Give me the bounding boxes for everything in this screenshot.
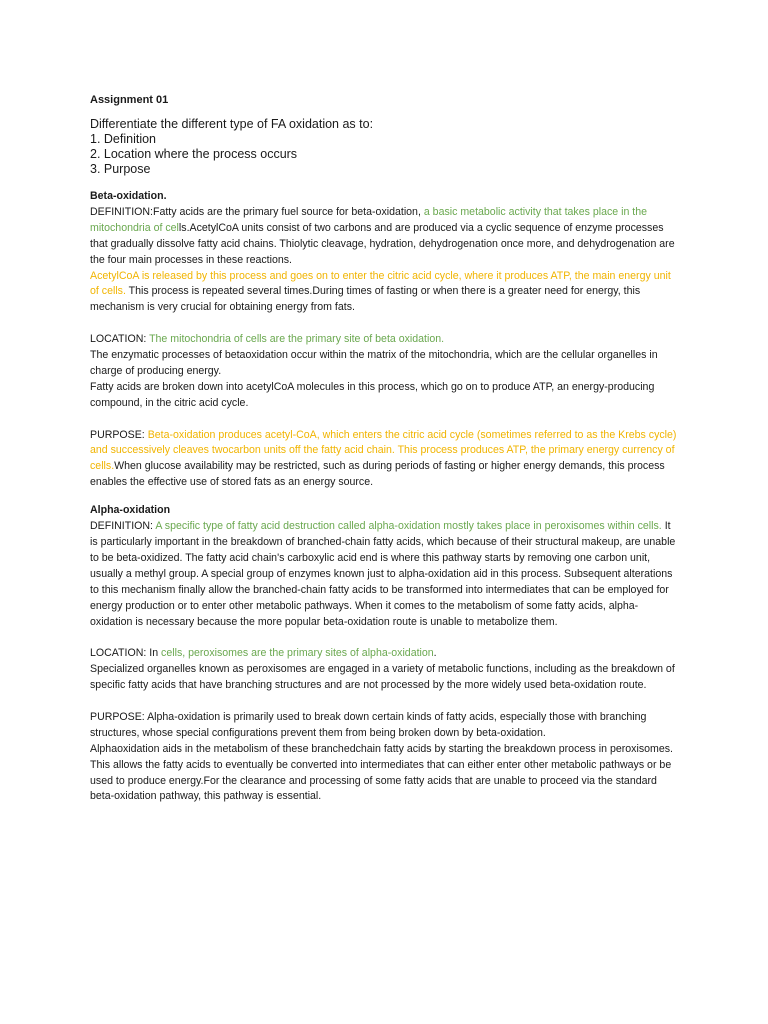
alpha-location-highlight: cells, peroxisomes are the primary sites of alpha-oxidation xyxy=(161,647,434,660)
beta-purpose-orange: Beta-oxidation produces acetyl-CoA, which enters the citric acid cycle (sometimes referred to as the Krebs cycle) and successively cleaves twocarbon units off the fatty acid chain. This process produces ATP, the primary energy currency of cells. xyxy=(90,428,677,473)
question-intro: Differentiate the different type of FA oxidation as to: xyxy=(90,117,374,131)
beta-definition-highlight: a basic metabolic activity that takes place in the mitochondria of cel xyxy=(90,205,648,234)
beta-location-label: LOCATION: xyxy=(90,333,150,346)
alpha-location xyxy=(90,646,678,662)
beta-purpose xyxy=(90,428,678,492)
alpha-definition-highlight: A specific type of fatty acid destruction called alpha-oxidation mostly takes place in peroxisomes within cells. xyxy=(155,520,662,533)
beta-definition-orange: AcetylCoA is released by this process and goes on to enter the citric acid cycle, where it produces ATP, the main energy unit of cells. xyxy=(90,269,671,298)
alpha-location-dot: . xyxy=(433,647,437,660)
question-item-3: 3. Purpose xyxy=(90,162,151,176)
alpha-purpose-p1: PURPOSE: Alpha-oxidation is primarily used to break down certain kinds of fatty acids, especially those with branching structures, whose special configurations prevent them from being broken down by beta-oxidation. xyxy=(90,710,647,739)
beta-definition xyxy=(90,205,678,269)
alpha-definition xyxy=(90,519,678,630)
alpha-location-p1: Specialized organelles known as peroxisomes are engaged in a variety of metabolic functions, including as the breakdown of specific fatty acids that have branching structures and are not processed by the more widely used beta-oxidation route. xyxy=(90,663,675,692)
alpha-definition-text: It is particularly important in the breakdown of branched-chain fatty acids, which because of their structural makeup, are unable to be beta-oxidized. The fatty acid chain's carboxylic acid end is where this pathway starts by removing one carbon unit, usually a methyl group. A special group of enzymes known just to alpha-oxidation aid in this process. Subsequent alterations to this mechanism finally allow the branched-chain fatty acids to be transformed into intermediates that can be employed for energy production or to enter other metabolic pathways. When it comes to the metabolism of some fatty acids, alpha-oxidation is necessary because the more popular beta-oxidation route is unable to metabolize them. xyxy=(90,520,676,628)
question-block xyxy=(90,117,678,177)
alpha-oxidation-section xyxy=(90,503,678,805)
beta-definition-label: DEFINITION: xyxy=(90,205,153,218)
beta-definition-text-2: ls.AcetylCoA units consist of two carbons and are produced via a cyclic sequence of enzyme processes that gradually dissolve fatty acid chains. Thiolytic cleavage, hydration, dehydrogenation once more, and dehydrogenation are the four main processes in these reactions. xyxy=(90,221,675,266)
beta-heading: Beta-oxidation. xyxy=(90,190,167,202)
beta-definition-text: Fatty acids are the primary fuel source for beta-oxidation, xyxy=(152,205,424,218)
question-item-1: 1. Definition xyxy=(90,132,157,146)
alpha-purpose-p2: Alphaoxidation aids in the metabolism of these branchedchain fatty acids by starting the breakdown process in peroxisomes. This allows the fatty acids to eventually be converted into intermediates that can either enter other metabolic pathways or be used to produce energy.For the clearance and processing of some fatty acids that are unable to proceed via the standard beta-oxidation pathway, this pathway is essential. xyxy=(90,742,673,803)
beta-location-p2: Fatty acids are broken down into acetylCoA molecules in this process, which go on to produce ATP, an energy-producing compound, in the citric acid cycle. xyxy=(90,380,655,409)
beta-oxidation-section xyxy=(90,189,678,491)
question-item-2: 2. Location where the process occurs xyxy=(90,147,298,161)
beta-definition-cont xyxy=(90,269,678,317)
document-page xyxy=(90,94,678,805)
beta-location-highlight: The mitochondria of cells are the primary site of beta oxidation. xyxy=(149,333,445,346)
beta-definition-text-3: This process is repeated several times.During times of fasting or when there is a greater need for energy, this mechanism is very crucial for obtaining energy from fats. xyxy=(90,285,641,314)
beta-location-p1: The enzymatic processes of betaoxidation occur within the matrix of the mitochondria, which are the cellular organelles in charge of producing energy. xyxy=(90,349,658,377)
assignment-title: Assignment 01 xyxy=(90,94,169,106)
beta-location xyxy=(90,332,678,348)
alpha-heading: Alpha-oxidation xyxy=(90,504,171,517)
beta-purpose-label: PURPOSE: xyxy=(90,428,148,441)
alpha-location-label: LOCATION: In xyxy=(90,647,162,660)
beta-purpose-text: When glucose availability may be restricted, such as during periods of fasting or higher energy demands, this process enables the effective use of stored fats as an energy source. xyxy=(90,460,665,489)
alpha-definition-label: DEFINITION: xyxy=(90,520,156,533)
